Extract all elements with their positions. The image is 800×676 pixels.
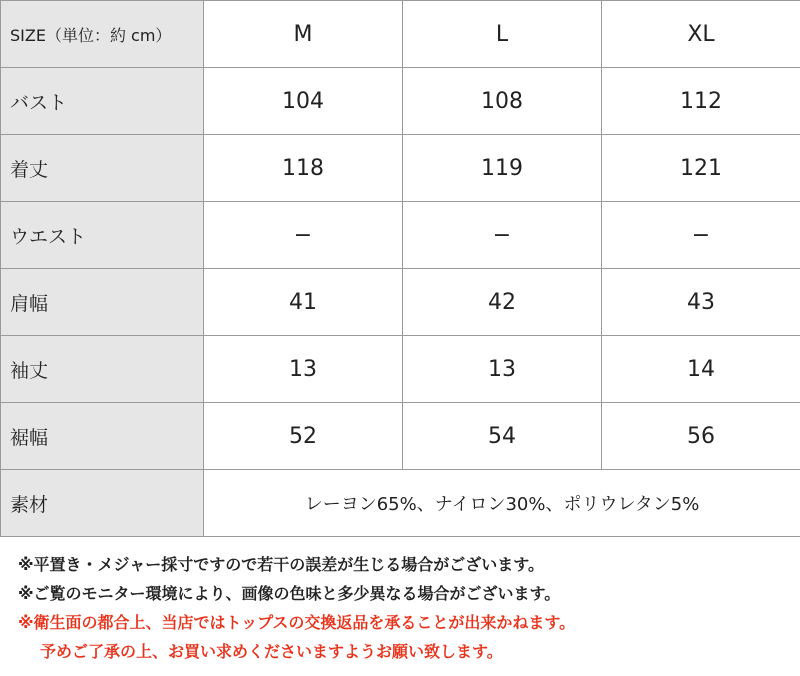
- size-l-header: L: [403, 1, 602, 68]
- row-label: 着丈: [1, 135, 204, 202]
- material-label: 素材: [1, 470, 204, 537]
- cell-xl: 43: [602, 269, 800, 336]
- cell-m: 13: [204, 336, 403, 403]
- size-unit-label: SIZE（単位：約 cm）: [1, 1, 204, 68]
- cell-xl: 121: [602, 135, 800, 202]
- notes: [18, 550, 575, 666]
- cell-xl: 112: [602, 68, 800, 135]
- row-sleeve: [1, 336, 800, 403]
- row-label: 袖丈: [1, 336, 204, 403]
- cell-l: 42: [403, 269, 602, 336]
- cell-l: 13: [403, 336, 602, 403]
- row-bust: [1, 68, 800, 135]
- cell-l: −: [403, 202, 602, 269]
- size-m-header: M: [204, 1, 403, 68]
- row-label: 裾幅: [1, 403, 204, 470]
- row-label: バスト: [1, 68, 204, 135]
- size-xl-header: XL: [602, 1, 800, 68]
- cell-m: 104: [204, 68, 403, 135]
- cell-l: 119: [403, 135, 602, 202]
- cell-l: 54: [403, 403, 602, 470]
- cell-m: 41: [204, 269, 403, 336]
- row-length: [1, 135, 800, 202]
- cell-xl: −: [602, 202, 800, 269]
- note-monitor: ※ご覧のモニター環境により、画像の色味と多少異なる場合がございます。: [18, 584, 561, 603]
- cell-xl: 14: [602, 336, 800, 403]
- cell-m: −: [204, 202, 403, 269]
- row-material: [1, 470, 800, 537]
- cell-xl: 56: [602, 403, 800, 470]
- material-value: レーヨン65%、ナイロン30%、ポリウレタン5%: [204, 470, 800, 537]
- note-measurement: ※平置き・メジャー採寸ですので若干の誤差が生じる場合がございます。: [18, 555, 544, 574]
- cell-m: 52: [204, 403, 403, 470]
- row-hem: [1, 403, 800, 470]
- row-waist: [1, 202, 800, 269]
- header-row: [1, 1, 800, 68]
- cell-m: 118: [204, 135, 403, 202]
- cell-l: 108: [403, 68, 602, 135]
- row-label: 肩幅: [1, 269, 204, 336]
- note-acknowledge: 予めご了承の上、お買い求めくださいますようお願い致します。: [40, 642, 503, 661]
- row-shoulder: [1, 269, 800, 336]
- note-no-returns: ※衛生面の都合上、当店ではトップスの交換返品を承ることが出来かねます。: [18, 613, 576, 632]
- row-label: ウエスト: [1, 202, 204, 269]
